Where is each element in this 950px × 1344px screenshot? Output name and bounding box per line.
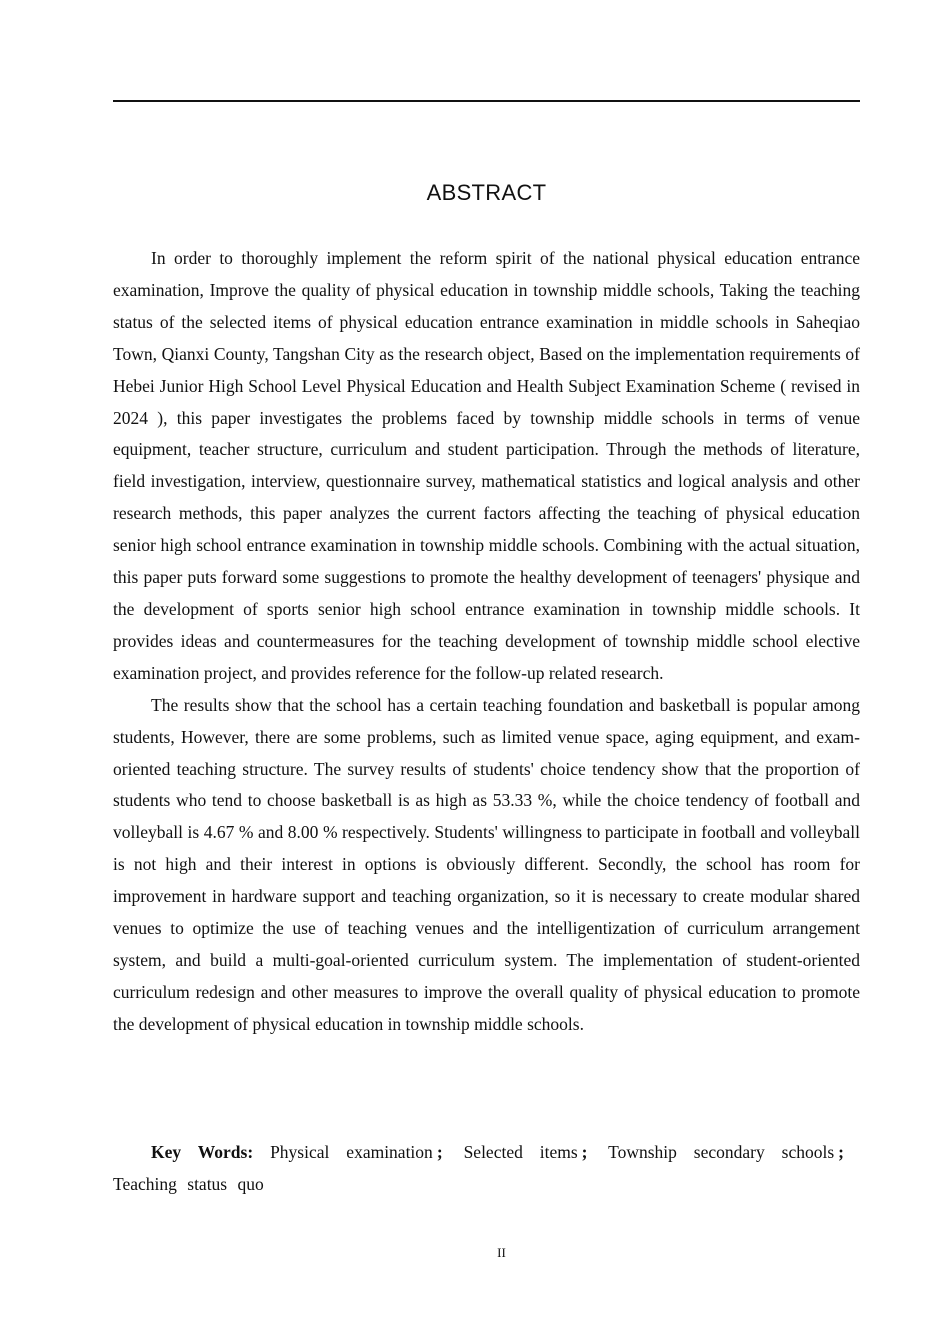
keyword-separator: ; (838, 1142, 844, 1162)
keyword-separator: ; (581, 1142, 588, 1162)
keyword-item: Selected items (463, 1142, 578, 1162)
keyword-separator: ; (436, 1142, 443, 1162)
keyword-item: Township secondary schools (608, 1142, 835, 1162)
keywords-block (113, 1137, 848, 1201)
header-rule (113, 100, 860, 102)
keyword-item: Teaching status quo (113, 1173, 264, 1194)
keyword-item: Physical examination (270, 1142, 433, 1162)
abstract-title: ABSTRACT (426, 180, 547, 205)
abstract-body (113, 243, 860, 1041)
abstract-paragraph-1: In order to thoroughly implement the reform spirit of the national physical education entrance examination, Improve the quality of physical education in township middle schools, Taking the teaching status of the selected items of physical education entrance examination in middle schools in Saheqiao Town, Qianxi County, Tangshan City as the research object, Based on the implementation requirements of Hebei Junior High School Level Physical Education and Health Subject Examination Scheme ( revised in 2024 ), this paper investigates the problems faced by township middle schools in terms of venue equipment, teacher structure, curriculum and student participation. Through the methods of literature, field investigation, interview, questionnaire survey, mathematical statistics and logical analysis and other research methods, this paper analyzes the current factors affecting the teaching of physical education senior high school entrance examination in township middle schools. Combining with the actual situation, this paper puts forward some suggestions to promote the healthy development of teenagers' physique and the development of sports senior high school entrance examination in township middle schools. It provides ideas and countermeasures for the teaching development of township middle school elective examination project, and provides reference for the follow-up related research. (113, 248, 860, 683)
keywords-label: Key Words: (151, 1142, 254, 1162)
abstract-paragraph-2: The results show that the school has a certain teaching foundation and basketball is popular among students, However, there are some problems, such as limited venue space, aging equipment, and exam-oriented teaching structure. The survey results of students' choice tendency show that the proportion of students who tend to choose basketball is as high as 53.33 %, while the choice tendency of football and volleyball is 4.67 % and 8.00 % respectively. Students' willingness to participate in football and volleyball is not high and their interest in options is obviously different. Secondly, the school has room for improvement in hardware support and teaching organization, so it is necessary to create modular shared venues to optimize the use of teaching venues and the intelligentization of curriculum arrangement system, and build a multi-goal-oriented curriculum system. The implementation of student-oriented curriculum redesign and other measures to improve the overall quality of physical education to promote the development of physical education in township middle schools. (113, 694, 860, 1034)
page-number: II (497, 1245, 506, 1260)
